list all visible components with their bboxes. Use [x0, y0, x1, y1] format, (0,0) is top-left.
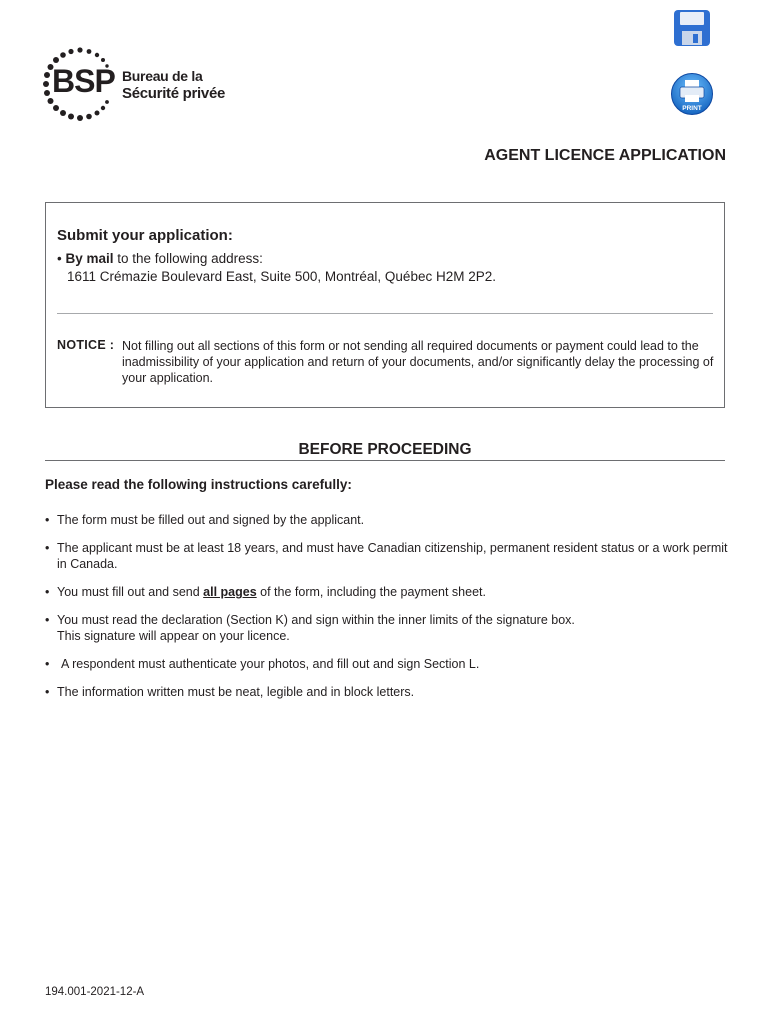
mail-instruction: [57, 251, 263, 266]
instructions-heading: Please read the following instructions carefully:: [45, 477, 352, 492]
logo-abbreviation: BSP: [52, 63, 115, 99]
all-pages-emphasis: all pages: [203, 585, 257, 599]
mail-text: to the following address:: [113, 251, 263, 266]
print-button[interactable]: [670, 72, 714, 116]
document-title: AGENT LICENCE APPLICATION: [484, 147, 726, 164]
printer-icon: [670, 72, 714, 116]
before-proceeding-title: BEFORE PROCEEDING: [298, 441, 472, 458]
logo-name-line-1: Bureau de la: [122, 68, 203, 84]
logo-name-line-2: Sécurité privée: [122, 85, 226, 102]
floppy-disk-icon: [673, 9, 711, 47]
logo-organization-name: [122, 68, 225, 102]
notice-text: Not filling out all sections of this form or not sending all required documents or payment could lead to the inadmissibility of your application and return of your documents, and/or significantly delay the processing of your application.: [122, 339, 714, 385]
list-item: • The form must be filled out and signed by the applicant.: [45, 512, 735, 528]
submit-heading: Submit your application:: [57, 227, 233, 244]
instructions-list: [45, 512, 735, 700]
section-divider: [45, 460, 725, 461]
divider: [57, 313, 713, 314]
item-text: You must fill out and send: [57, 585, 204, 599]
item-text: This signature will appear on your licence.: [57, 629, 290, 643]
bsp-logo: [40, 44, 240, 124]
list-item: • A respondent must authenticate your photos, and fill out and sign Section L.: [45, 656, 735, 672]
submit-application-box: [45, 202, 725, 408]
item-text: You must read the declaration (Section K) and sign within the inner limits of the signature box.: [57, 613, 575, 627]
list-item: [45, 584, 735, 600]
item-text: of the form, including the payment sheet.: [256, 585, 486, 599]
mailing-address: 1611 Crémazie Boulevard East, Suite 500, Montréal, Québec H2M 2P2.: [67, 269, 496, 284]
bullet: •: [57, 251, 62, 266]
list-item: • The applicant must be at least 18 years, and must have Canadian citizenship, permanent resident status or a work permit in Canada.: [45, 540, 735, 572]
mail-method: By mail: [65, 251, 114, 266]
list-item: [45, 612, 735, 644]
form-code: 194.001-2021-12-A: [45, 986, 145, 998]
save-button[interactable]: [673, 9, 711, 47]
list-item: • The information written must be neat, legible and in block letters.: [45, 684, 735, 700]
print-label: PRINT: [682, 105, 702, 112]
notice-label: NOTICE :: [57, 338, 115, 352]
